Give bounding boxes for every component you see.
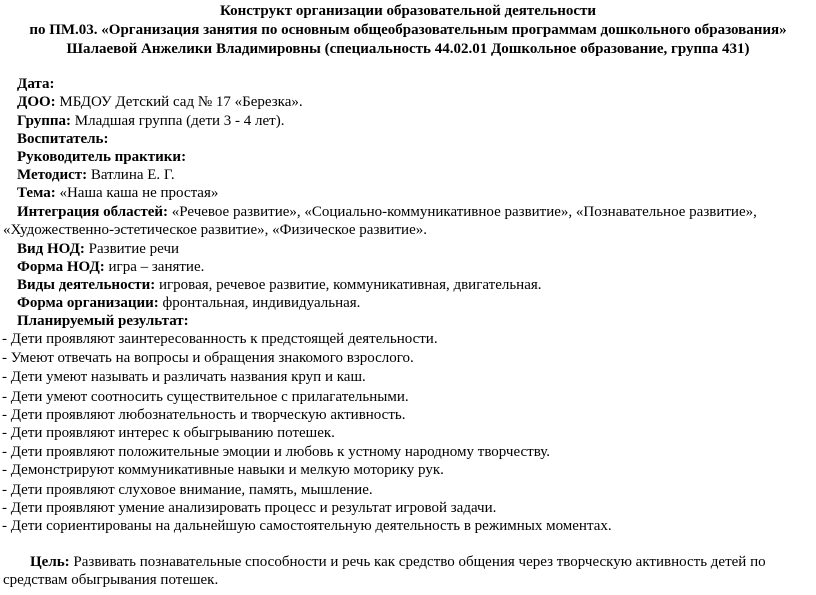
field-integration-label: Интеграция областей: [17, 204, 169, 220]
field-practice-head [17, 148, 186, 167]
field-integration-value: «Речевое развитие», «Социально-коммуникативное развитие», «Познавательное развитие», [171, 204, 757, 220]
field-methodist-value: Ватлина Е. Г. [90, 167, 175, 183]
result-item: - Дети проявляют слуховое внимание, память, мышление. [2, 482, 373, 498]
result-item: - Дети проявляют заинтересованность к предстоящей деятельности. [2, 331, 438, 347]
field-group-value: Младшая группа (дети 3 - 4 лет). [74, 113, 285, 129]
field-nod-form-label: Форма НОД: [17, 259, 105, 275]
result-item: - Демонстрируют коммуникативные навыки и мелкую моторику рук. [2, 462, 444, 478]
field-org-form-value: фронтальная, индивидуальная. [162, 295, 361, 311]
field-org-form [17, 294, 360, 313]
field-dou [17, 93, 303, 112]
field-topic-label: Тема: [17, 185, 56, 201]
result-item: - Дети проявляют интерес к обыгрыванию потешек. [2, 425, 335, 441]
result-item: - Дети умеют называть и различать названия круп и каш. [2, 369, 366, 385]
result-item: - Дети умеют соотносить существительное с прилагательными. [2, 389, 409, 405]
field-date-label: Дата: [17, 76, 55, 92]
field-methodist [17, 166, 175, 185]
field-educator [17, 130, 108, 149]
field-integration [17, 203, 757, 222]
field-activity-types [17, 276, 542, 295]
field-nod-form-value: игра – занятие. [108, 259, 205, 275]
header-author: Шалаевой Анжелики Владимировны (специальность 44.02.01 Дошкольное образование, группа 431) [66, 41, 750, 57]
field-nod-type-value: Развитие речи [88, 241, 180, 257]
field-activity-types-value: игровая, речевое развитие, коммуникативная, двигательная. [159, 277, 542, 293]
field-dou-label: ДОО: [17, 94, 56, 110]
field-group-label: Группа: [17, 113, 72, 129]
field-nod-type [17, 240, 179, 259]
header-subtitle: по ПМ.03. «Организация занятия по основным общеобразовательным программам дошкольного образования» [29, 22, 787, 38]
field-org-form-label: Форма организации: [17, 295, 159, 311]
field-educator-label: Воспитатель: [17, 131, 109, 147]
field-date [17, 75, 54, 94]
result-item: - Дети проявляют положительные эмоции и любовь к устному народному творчеству. [2, 444, 551, 460]
goal-continued: средствам обыгрывания потешек. [3, 572, 219, 588]
goal-label: Цель: [30, 554, 70, 570]
field-activity-types-label: Виды деятельности: [17, 277, 156, 293]
field-nod-type-label: Вид НОД: [17, 241, 85, 257]
field-topic-value: «Наша каша не простая» [59, 185, 219, 201]
field-group [17, 112, 284, 131]
goal-value: Развивать познавательные способности и речь как средство общения через творческую активность детей по [73, 554, 766, 570]
result-item: - Дети сориентированы на дальнейшую самостоятельную деятельность в режимных моментах. [2, 518, 612, 534]
field-integration-continued: «Художественно-эстетическое развитие», «Физическое развитие». [3, 222, 427, 238]
field-methodist-label: Методист: [17, 167, 88, 183]
header-title: Конструкт организации образовательной деятельности [219, 3, 597, 19]
result-item: - Дети проявляют любознательность и творческую активность. [2, 407, 406, 423]
result-item: - Умеют отвечать на вопросы и обращения знакомого взрослого. [2, 350, 414, 366]
field-dou-value: МБДОУ Детский сад № 17 «Березка». [59, 94, 303, 110]
result-item: - Дети проявляют умение анализировать процесс и результат игровой задачи. [2, 500, 497, 516]
goal [30, 553, 766, 572]
results-heading: Планируемый результат: [17, 313, 189, 329]
field-practice-head-label: Руководитель практики: [17, 149, 187, 165]
field-topic [17, 184, 218, 203]
field-nod-form [17, 258, 204, 277]
